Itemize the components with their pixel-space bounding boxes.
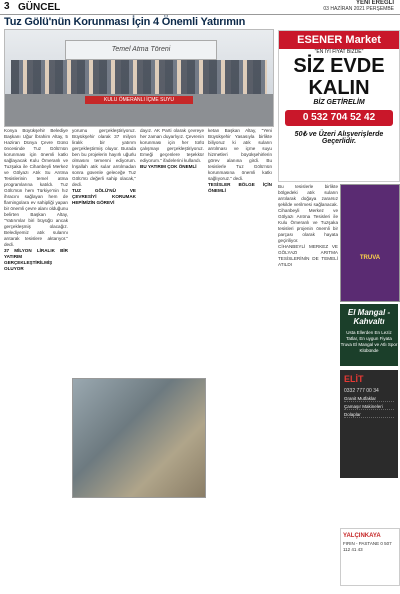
col2-text: yorumu gerçekleştiriyoruz. Büyükşehir olarak 37 milyon liralık bir yatırım gerçekleştirmiş oluyor. Burada ben bu projelerin hayırlı uğurlu olmasını temenni ediyorum. İnşallah atık sular arıtılmadan sonra güvenle geleceğe Tuz Gölü'nü değerli sahip olacak," dedi. [72, 128, 136, 187]
yalcinkaya-title: YALÇINKAYA [343, 533, 381, 539]
paper-date: 03 HAZİRAN 2021 PERŞEMBE [323, 6, 394, 12]
ad-phone: 0 532 704 52 42 [285, 110, 393, 126]
crowd-figure [11, 60, 267, 96]
aerial-photo [72, 378, 206, 498]
article-column-1 [4, 128, 68, 590]
truva-logo: TRUVA [359, 255, 381, 261]
red-band: KULU ÖMERANLI İÇME SUYU [85, 96, 193, 104]
col5-subhead: CİHANBEYLİ MERKEZ VE GÖLYAZI ARITMA TESİSLERİNİN DE TEMELİ ATILDI [278, 244, 338, 267]
paper-info [323, 0, 394, 12]
elit-title: ELİT [344, 374, 364, 384]
ad-big-line-3: BİZ GETİRELİM [313, 99, 365, 106]
ad-big-line-1: SİZ EVDE [293, 55, 385, 77]
ad-big-line-2: KALIN [308, 77, 370, 99]
article-body [4, 128, 272, 590]
col1-text: Konya Büyükşehir Belediye Başkanı Uğur İbrahim Altay, 5 Haziran Dünya Çevre Günü öncesinde Tuz Gölü'nün korunması için önemli katkı sağlayacak Kulu Ömeranlı ve Tuzşaka ile Cihanbeyli Merkez ve Gölyazı Atık Su Arıtma Tesislerinin temel atma programlarına katıldı. Tuz Gölü'nün hem Türkiye'nin hız ihracını sağlayan hem de flamingolara ev sahipliği yapan bir önemli çevre alanı olduğunu belirten Başkan Altay, "Yatırımlar biri büyüğü ancak gerçekleşmiş olacağız. Belediyemiz atık sularını arıtarak tesislere aktarıyor." dedi. [4, 128, 68, 247]
elit-row-1: Granit Mutfaklar [344, 396, 394, 402]
col3-text: dayız. AK Parti olarak çevreye her zaman duyarlıyız. Çevrenin korunması için her türlü çalışmayı gerçekleştiriyoruz. Emeği geçenlere teşekkür ediyorum." ifadelerini kullandı. [140, 128, 204, 163]
article-column-4 [208, 128, 272, 590]
esener-slogan: "EN İYİ FİYAT BİZDE" [314, 49, 364, 55]
article-headline: Tuz Gölü'nün Korunması İçin 4 Önemli Yatırımın [4, 16, 246, 28]
ceremony-photo [4, 29, 274, 127]
truva-ad[interactable] [340, 184, 400, 302]
page-number: 3 [4, 1, 10, 12]
elit-phone: 0332 777 00 34 [344, 388, 379, 394]
col2-subhead: TUZ GÖLÜ'NÜ VE ÇEVRESİYİ KORUMAK HEPİMİZİN GÖREVİ [72, 188, 136, 205]
yalcinkaya-text: FIRIN - PASTANE 0 507 112 41 43 [343, 541, 392, 552]
col4-text: ketan Başkan Altay, "Yeni Büyükşehir Yasasıyla birlikte biliyoruz ki atık suların arıtılması ve içme suyu hizmetleri büyükşehirlerin görev alanına girdi. Bu tesislerle Tuz Gölü'nün korunmasına önemli katkı sağlıyoruz." dedi. [208, 128, 272, 181]
yalcinkaya-ad[interactable] [340, 528, 400, 586]
col4-subhead: TESİSLER BÖLGE İÇİN ÖNEMLİ [208, 182, 272, 193]
elmangal-subtitle: Usta Ellerden En Leziz Tatlar, En uygun Fiyata Truva El Mangal ve Atlı Spor Klübünde [340, 330, 398, 353]
elmangal-ad[interactable] [340, 304, 398, 366]
article-column-5 [278, 184, 338, 524]
article-column-3 [140, 128, 204, 590]
elit-row-3: Dolaplar [344, 412, 394, 418]
esener-logo: ESENER Market [279, 31, 399, 49]
elit-row-2: Çamaşır Makineleri [344, 404, 394, 410]
col5-text: Bu tesislerle birlikte bölgedeki atık suların arıtılarak doğaya zararsız şekilde verilmesi sağlanacak. Cihanbeyli Merkez ve Gölyazı Arıtma Tesisleri ile Kulu Ömeranlı ve Tuzşaka tesisleri projenin önemli bir parçası olarak hayata geçiriliyor. [278, 184, 338, 243]
page-header [0, 0, 400, 15]
article-column-2 [72, 128, 136, 590]
col3-subhead: BU YATIRIM ÇOK ÖNEMLİ [140, 164, 197, 169]
elmangal-title: El Mangal - Kahvaltı [347, 308, 391, 326]
section-title: GÜNCEL [18, 2, 61, 13]
elit-ad[interactable] [340, 370, 398, 478]
ceremony-banner: Temel Atma Töreni [65, 40, 217, 60]
col1-subhead: 37 MİLYON LİRALIK BİR YATIRIM GERÇEKLEŞTİRİLMİŞ OLUYOR [4, 248, 68, 271]
ad-condition: 50₺ ve Üzeri Alışverişlerde Geçerlidir. [294, 131, 384, 145]
esener-market-ad[interactable] [278, 30, 400, 182]
ads-column [278, 16, 398, 590]
paper-name: YENİ EREĞLİ [355, 0, 394, 6]
